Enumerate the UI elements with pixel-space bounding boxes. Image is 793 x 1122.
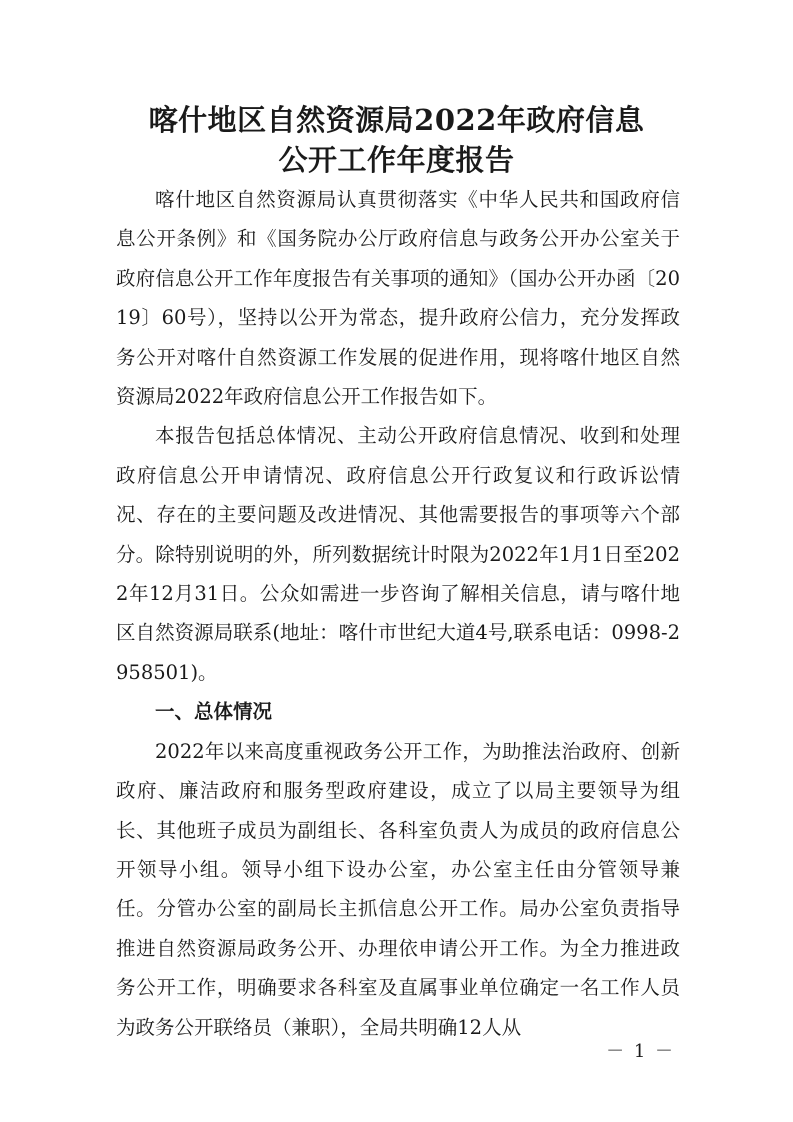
intro-paragraph: 喀什地区自然资源局认真贯彻落实《中华人民共和国政府信息公开条例》和《国务院办公厅政府信息与政务公开办公室关于政府信息公开工作年度报告有关事项的通知》（国办公开办函〔2019〕60号），坚持以公开为常态，提升政府公信力，充分发挥政务公开对喀什自然资源工作发展的促进作用，现将喀什地区自然资源局2022年政府信息公开工作报告如下。	[116, 188, 680, 409]
scope-paragraph: 本报告包括总体情况、主动公开政府信息情况、收到和处理政府信息公开申请情况、政府信息公开行政复议和行政诉讼情况、存在的主要问题及改进情况、其他需要报告的事项等六个部分。除特别说明的外，所列数据统计时限为2022年1月1日至2022年12月31日。公众如需进一步咨询了解相关信息，请与喀什地区自然资源局联系(地址：喀什市世纪大道4号,联系电话：0998-2958501)。	[116, 424, 680, 684]
document-body	[116, 180, 680, 1047]
section-heading-overview: 一、总体情况	[155, 700, 273, 724]
document-title-line-1: 喀什地区自然资源局2022年政府信息	[148, 103, 645, 137]
overview-paragraph: 2022年以来高度重视政务公开工作，为助推法治政府、创新政府、廉洁政府和服务型政府建设，成立了以局主要领导为组长、其他班子成员为副组长、各科室负责人为成员的政府信息公开领导小组。领导小组下设办公室，办公室主任由分管领导兼任。分管办公室的副局长主抓信息公开工作。局办公室负责指导推进自然资源局政务公开、办理依申请公开工作。为全力推进政务公开工作，明确要求各科室及直属事业单位确定一名工作人员为政务公开联络员（兼职），全局共明确12人从	[116, 739, 680, 1039]
page-number: － 1 －	[606, 1041, 675, 1062]
document-title-line-2: 公开工作年度报告	[278, 143, 515, 177]
